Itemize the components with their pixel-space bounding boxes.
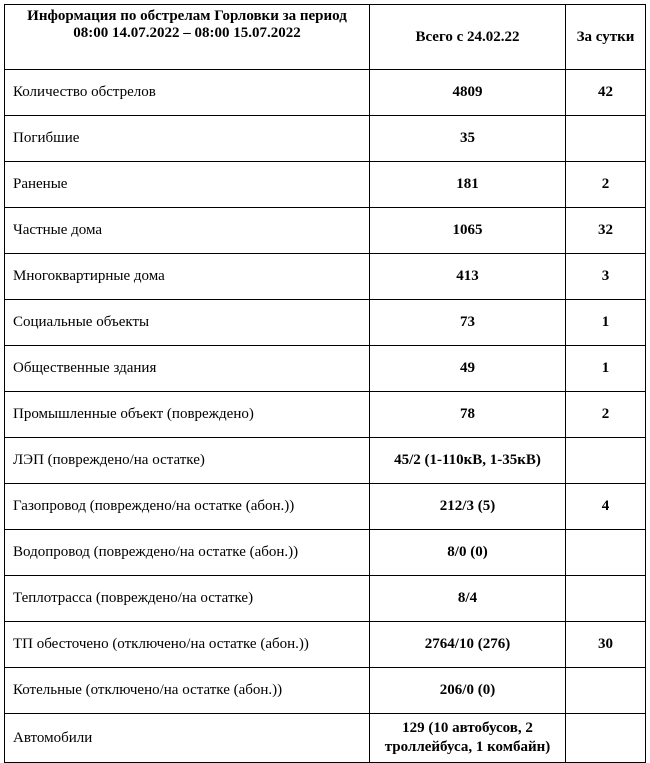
row-day-value: 30 [566, 622, 646, 668]
table-row [5, 484, 646, 530]
row-label: Многоквартирные дома [5, 254, 370, 300]
column-header-total: Всего с 24.02.22 [370, 5, 566, 70]
table-row [5, 70, 646, 116]
row-total-value: 78 [370, 392, 566, 438]
row-label: Частные дома [5, 208, 370, 254]
row-total-value: 1065 [370, 208, 566, 254]
row-day-value: 2 [566, 392, 646, 438]
table-row [5, 300, 646, 346]
row-label: ТП обесточено (отключено/на остатке (абон.)) [5, 622, 370, 668]
table-title-line-2: 08:00 14.07.2022 – 08:00 15.07.2022 [73, 25, 301, 41]
row-total-line-2: троллейбуса, 1 комбайн) [384, 739, 551, 755]
table-row [5, 714, 646, 763]
row-total-value: 8/0 (0) [370, 530, 566, 576]
table-row [5, 438, 646, 484]
row-total-value: 206/0 (0) [370, 668, 566, 714]
row-day-value [566, 714, 646, 763]
table-row [5, 576, 646, 622]
row-day-value: 42 [566, 70, 646, 116]
row-label: Автомобили [5, 714, 370, 763]
table-row [5, 346, 646, 392]
row-label: ЛЭП (повреждено/на остатке) [5, 438, 370, 484]
row-label: Промышленные объект (повреждено) [5, 392, 370, 438]
row-total-value [370, 714, 566, 763]
table-row [5, 392, 646, 438]
table-row [5, 116, 646, 162]
table-row [5, 254, 646, 300]
row-label: Котельные (отключено/на остатке (абон.)) [5, 668, 370, 714]
row-total-value: 49 [370, 346, 566, 392]
row-day-value: 1 [566, 346, 646, 392]
shelling-report-table [4, 4, 646, 763]
row-day-value: 2 [566, 162, 646, 208]
row-total-value: 73 [370, 300, 566, 346]
row-total-value: 181 [370, 162, 566, 208]
row-day-value: 3 [566, 254, 646, 300]
row-total-value: 8/4 [370, 576, 566, 622]
row-total-value: 212/3 (5) [370, 484, 566, 530]
column-header-day: За сутки [566, 5, 646, 70]
table-row [5, 162, 646, 208]
row-total-value: 35 [370, 116, 566, 162]
row-label: Общественные здания [5, 346, 370, 392]
row-label: Раненые [5, 162, 370, 208]
row-day-value: 32 [566, 208, 646, 254]
table-title-cell [5, 5, 370, 70]
row-day-value: 1 [566, 300, 646, 346]
table-row [5, 530, 646, 576]
row-total-line-1: 129 (10 автобусов, 2 [402, 720, 533, 736]
table-row [5, 208, 646, 254]
table-row [5, 668, 646, 714]
row-label: Газопровод (повреждено/на остатке (абон.)) [5, 484, 370, 530]
row-day-value [566, 668, 646, 714]
row-day-value [566, 438, 646, 484]
table-title-line-1: Информация по обстрелам Горловки за период [27, 8, 347, 24]
row-total-value: 2764/10 (276) [370, 622, 566, 668]
table-header-row [5, 5, 646, 70]
row-day-value [566, 116, 646, 162]
row-total-value: 413 [370, 254, 566, 300]
row-label: Водопровод (повреждено/на остатке (абон.)) [5, 530, 370, 576]
row-total-value: 4809 [370, 70, 566, 116]
row-label: Теплотрасса (повреждено/на остатке) [5, 576, 370, 622]
row-day-value: 4 [566, 484, 646, 530]
row-label: Социальные объекты [5, 300, 370, 346]
table-row [5, 622, 646, 668]
row-label: Погибшие [5, 116, 370, 162]
row-label: Количество обстрелов [5, 70, 370, 116]
row-day-value [566, 576, 646, 622]
row-day-value [566, 530, 646, 576]
row-total-value: 45/2 (1-110кВ, 1-35кВ) [370, 438, 566, 484]
